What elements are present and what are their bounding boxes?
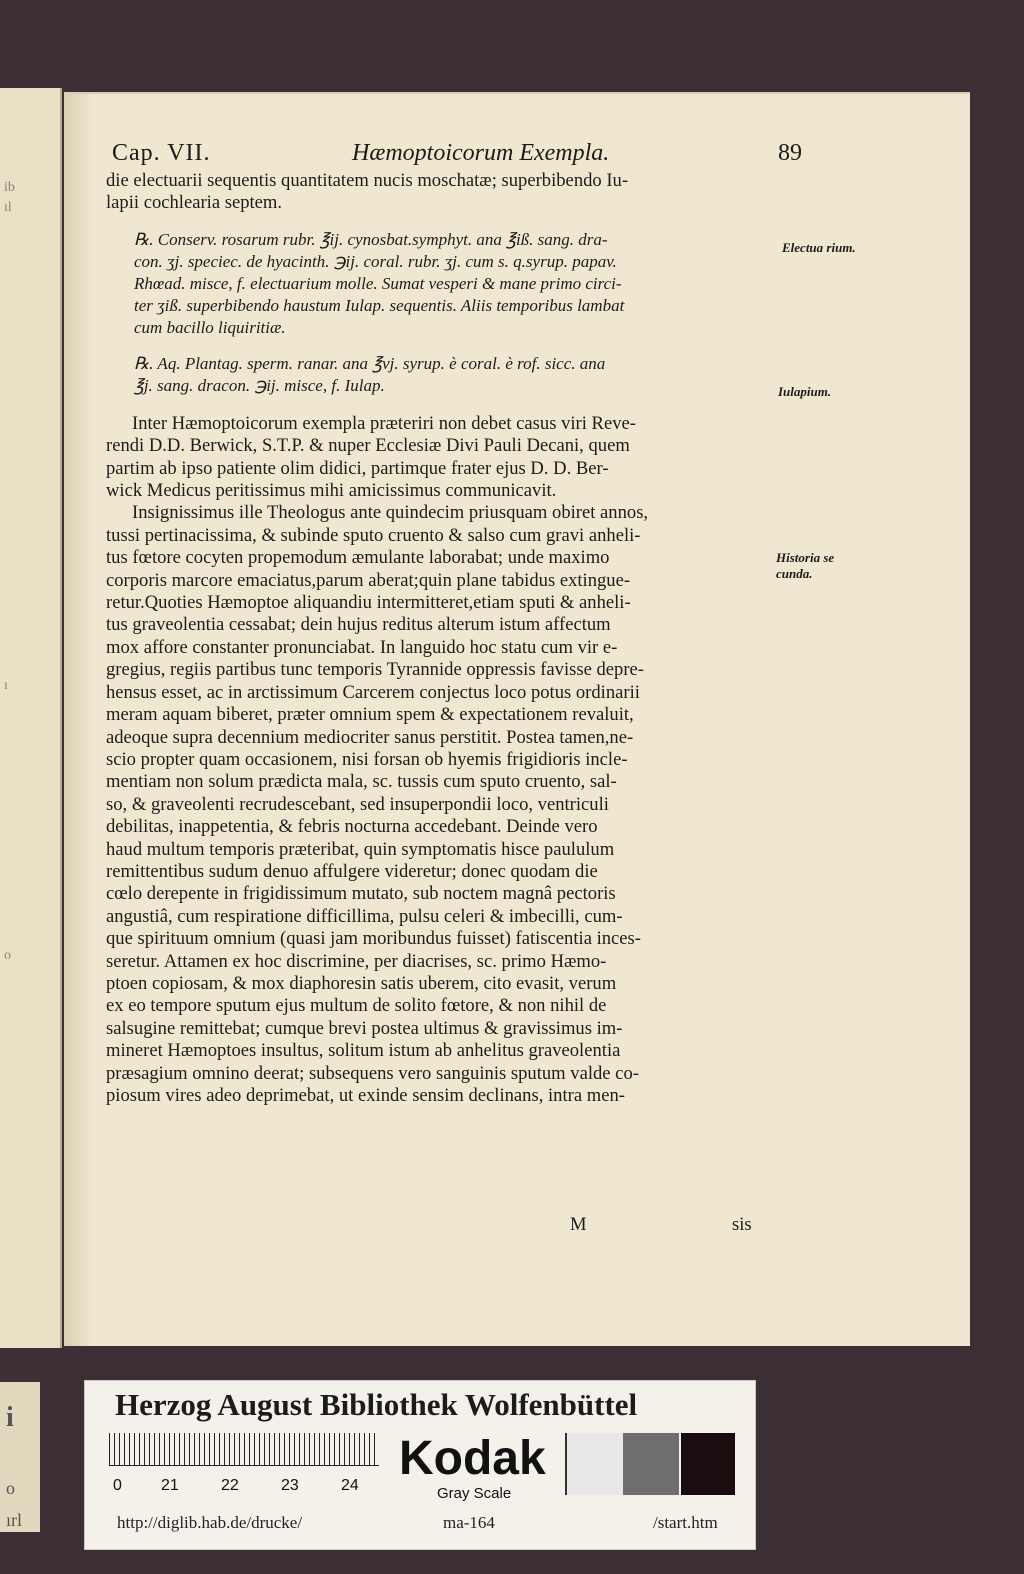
- text-line: con. ʒj. speciec. de hyacinth. ℈ij. coral. rubr. ʒj. cum s. q.syrup. papav.: [134, 251, 617, 271]
- text-line: lapii cochlearia septem.: [106, 192, 283, 214]
- start-page: /start.htm: [653, 1513, 718, 1532]
- catchword: sis: [732, 1214, 752, 1235]
- source-url: http://diglib.hab.de/drucke/: [117, 1513, 303, 1532]
- text-line: seretur. Attamen ex hoc discrimine, per diacrises, sc. primo Hæmo-: [106, 950, 607, 972]
- scale-number: 22: [221, 1477, 239, 1494]
- scale-ruler: [109, 1433, 379, 1466]
- text-line: tus fœtore cocyten propemodum æmulante laborabat; unde maximo: [106, 547, 610, 569]
- gray-scale-label: Gray Scale: [437, 1485, 512, 1502]
- paragraph-berwick: [106, 413, 766, 503]
- text-line: partim ab ipso patiente olim didici, partimque frater ejus D. D. Ber-: [106, 457, 609, 479]
- prescription-electuarium: [106, 229, 766, 339]
- text-line: præsagium omnino deerat; subsequens vero sanguinis sputum valde co-: [106, 1062, 639, 1084]
- text-line: ex eo tempore sputum ejus multum de solito fœtore, & non nihil de: [106, 995, 607, 1017]
- library-name: Herzog August Bibliothek Wolfenbüttel: [115, 1387, 638, 1422]
- text-line: adeoque supra decennium mediocriter sanus perstitit. Postea tamen,ne-: [106, 726, 634, 748]
- main-text: [106, 170, 766, 1107]
- text-line: scio propter quam occasionem, nisi forsan ob hyemis frigidioris incle-: [106, 748, 628, 770]
- text-line: mineret Hæmoptoes insultus, solitum istum ab anhelitus graveolentia: [106, 1040, 621, 1062]
- text-line: cum bacillo liquiritiæ.: [134, 317, 286, 337]
- text-line: remittentibus sudum denuo affulgere videretur; donec quodam die: [106, 860, 598, 882]
- text-line: cœlo derepente in frigidissimum mutato, sub noctem magnâ pectoris: [106, 883, 616, 905]
- previous-page-edge: [0, 88, 62, 1348]
- scale-number: 23: [281, 1477, 299, 1494]
- edge-fragment: o: [6, 1478, 15, 1498]
- margin-note-iulapium: Iulapium.: [778, 384, 832, 399]
- paragraph-historia: [106, 502, 766, 1107]
- scale-number: 21: [161, 1477, 179, 1494]
- scale-number: 24: [341, 1477, 359, 1494]
- gray-swatch-light: [565, 1433, 623, 1495]
- chapter-label: Cap. VII.: [112, 140, 211, 166]
- text-line: ter ʒiß. superbibendo haustum Iulap. sequentis. Aliis temporibus lambat: [134, 295, 625, 315]
- text-line: angustiâ, cum respiratione difficillima, pulsu celeri & imbecilli, cum-: [106, 905, 623, 927]
- text-line: ptoen copiosam, & mox diaphoresin satis uberem, cito evasit, verum: [106, 972, 617, 994]
- text-line: mentiam non solum prædicta mala, sc. tussis cum sputo cruento, sal-: [106, 771, 617, 793]
- text-line: Insignissimus ille Theologus ante quindecim priusquam obiret annos,: [132, 502, 649, 524]
- text-line: wick Medicus peritissimus mihi amicissimus communicavit.: [106, 480, 557, 502]
- text-line: retur.Quoties Hæmoptoe aliquandiu intermitteret,etiam sputi & anheli-: [106, 592, 631, 614]
- text-line: Rhœad. misce, f. electuarium molle. Sumat vesperi & mane primo circi-: [134, 273, 622, 293]
- text-line: ℥j. sang. dracon. ℈ij. misce, f. Iulap.: [134, 375, 385, 395]
- margin-note-historia: Historia se cunda.: [776, 550, 835, 581]
- text-line: tussi pertinacissima, & subinde sputo cruento & salso cum gravi anheli-: [106, 524, 641, 546]
- text-line: ℞. Conserv. rosarum rubr. ℥ij. cynosbat.symphyt. ana ℥iß. sang. dra-: [134, 229, 608, 249]
- text-line: meram aquam biberet, præter omnium spem & expectationem revaluit,: [106, 704, 634, 726]
- intro-paragraph: [106, 170, 766, 215]
- gutter-shade: [64, 92, 94, 1346]
- text-line: mox affore constanter pronunciabat. In languido hoc statu cum vir e-: [106, 636, 618, 658]
- text-line: ℞. Aq. Plantag. sperm. ranar. ana ℥vj. syrup. è coral. è rof. sicc. ana: [134, 353, 606, 373]
- edge-fragment: ıl: [4, 200, 12, 215]
- running-title: Hæmoptoicorum Exempla.: [352, 140, 610, 166]
- text-line: rendi D.D. Berwick, S.T.P. & nuper Ecclesiæ Divi Pauli Decani, quem: [106, 435, 630, 457]
- text-line: so, & graveolenti recrudescebant, sed insuperpondii loco, ventriculi: [106, 793, 609, 815]
- kodak-logo: Kodak: [399, 1432, 546, 1485]
- page-number: 89: [778, 140, 802, 166]
- running-header: [112, 140, 802, 170]
- signature-mark: M: [570, 1214, 587, 1235]
- text-line: hensus esset, ac in arctissimum Carcerem conjectus loco potus ordinarii: [106, 681, 640, 703]
- text-line: debilitas, inappetentia, & febris nocturna accedebant. Deinde vero: [106, 816, 598, 838]
- scan-reference-strip: [84, 1380, 756, 1550]
- text-line: tus graveolentia cessabat; dein hujus reditus alterum istum affectum: [106, 614, 611, 636]
- text-line: haud multum temporis præteribat, quin symptomatis hisce paululum: [106, 838, 615, 860]
- edge-fragment: ırl: [6, 1510, 22, 1530]
- edge-fragment: ı: [4, 678, 8, 693]
- text-line: piosum vires adeo deprimebat, ut exinde sensim declinans, intra men-: [106, 1085, 625, 1106]
- edge-fragment: ib: [4, 180, 15, 195]
- edge-fragment: i: [6, 1402, 14, 1433]
- book-page: [64, 92, 970, 1346]
- text-line: salsugine remittebat; cumque brevi postea ultimus & gravissimus im-: [106, 1017, 623, 1039]
- edge-fragment: o: [4, 948, 11, 963]
- prescription-iulapium: [106, 353, 766, 397]
- text-line: Inter Hæmoptoicorum exempla præteriri non debet casus viri Reve-: [132, 412, 636, 434]
- scale-number: 0: [113, 1477, 122, 1494]
- previous-page-edge-lower: [0, 1382, 40, 1532]
- text-line: gregius, regiis partibus tunc temporis Tyrannide oppressis favisse depre-: [106, 659, 644, 681]
- text-line: que spirituum omnium (quasi jam moribundus fuisset) fatiscentia inces-: [106, 928, 641, 950]
- margin-note-electuarium: Electua rium.: [782, 240, 856, 255]
- gray-swatch-dark: [681, 1433, 735, 1495]
- gray-swatch-mid: [623, 1433, 679, 1495]
- text-line: die electuarii sequentis quantitatem nucis moschatæ; superbibendo Iu-: [106, 170, 629, 191]
- text-line: corporis marcore emaciatus,parum aberat;quin plane tabidus extingue-: [106, 569, 631, 591]
- shelf-code: ma-164: [443, 1513, 495, 1532]
